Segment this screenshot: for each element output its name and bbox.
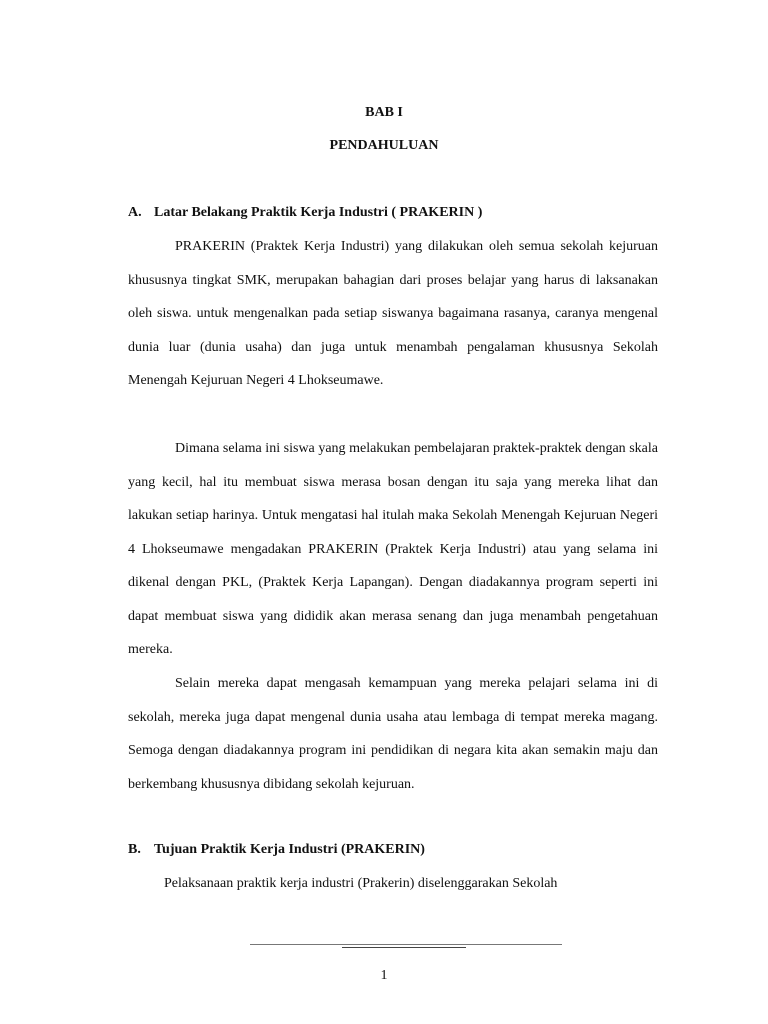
section-a-title: Latar Belakang Praktik Kerja Industri ( PRAKERIN ) (154, 205, 483, 220)
page-number: 1 (380, 968, 388, 983)
section-a-number: A. (128, 205, 142, 220)
footer-rule (250, 944, 562, 945)
section-b-paragraph-1: Pelaksanaan praktik kerja industri (Prakerin) diselenggarakan Sekolah (164, 876, 558, 891)
chapter-label: BAB I (365, 105, 403, 120)
section-a-paragraph-1: PRAKERIN (Praktek Kerja Industri) yang dilakukan oleh semua sekolah kejuruan khususnya tingkat SMK, merupakan bahagian dari proses belajar yang harus di laksanakan oleh siswa. untuk mengenalkan pada setiap siswanya bagaimana rasanya, caranya mengenal dunia luar (dunia usaha) dan juga untuk menambah pengalaman khususnya Sekolah Menengah Kejuruan Negeri 4 Lhokseumawe. (128, 239, 658, 388)
section-a-paragraph-3: Selain mereka dapat mengasah kemampuan yang mereka pelajari selama ini di sekolah, mereka juga dapat mengenal dunia usaha atau lembaga di tempat mereka magang. Semoga dengan diadakannya program ini pendidikan di negara kita akan semakin maju dan berkembang khususnya dibidang sekolah kejuruan. (128, 676, 658, 792)
section-a-paragraph-2: Dimana selama ini siswa yang melakukan pembelajaran praktek-praktek dengan skala yang kecil, hal itu membuat siswa merasa bosan dengan itu saja yang mereka lihat dan lakukan setiap harinya. Untuk mengatasi hal itulah maka Sekolah Menengah Kejuruan Negeri 4 Lhokseumawe mengadakan PRAKERIN (Praktek Kerja Industri) atau yang selama ini dikenal dengan PKL, (Praktek Kerja Lapangan). Dengan diadakannya program seperti ini dapat membuat siswa yang dididik akan merasa senang dan juga menambah pengetahuan mereka. (128, 441, 658, 657)
section-b-number: B. (128, 842, 141, 857)
section-a-heading (128, 205, 482, 221)
section-b-title: Tujuan Praktik Kerja Industri (PRAKERIN) (154, 842, 425, 857)
chapter-title: PENDAHULUAN (329, 138, 439, 153)
section-b-heading (128, 842, 425, 858)
footer-rule-accent (342, 947, 466, 948)
